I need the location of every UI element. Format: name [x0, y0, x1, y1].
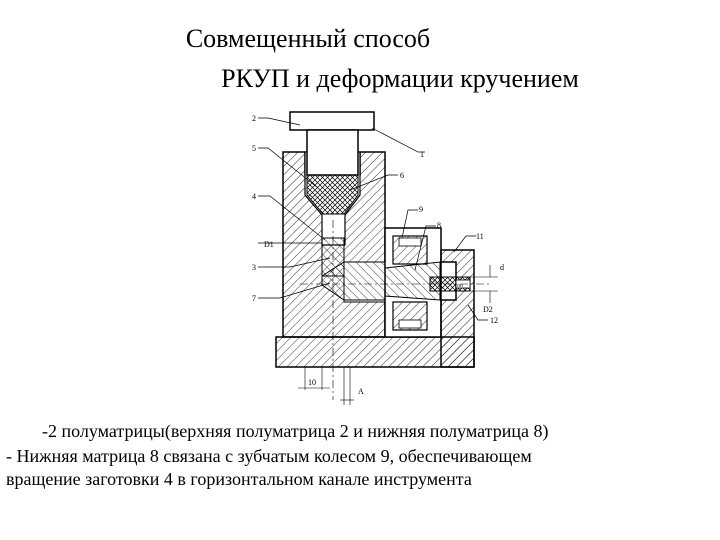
label-8: 8: [437, 221, 441, 230]
caption-line-1: -2 полуматрицы(верхняя полуматрица 2 и нижняя полуматрица 8): [42, 421, 549, 441]
label-3: 3: [252, 263, 256, 272]
label-1: 1: [420, 150, 424, 159]
label-2: 2: [252, 114, 256, 123]
label-6: 6: [400, 171, 404, 180]
caption-line-2: - Нижняя матрица 8 связана с зубчатым колесом 9, обеспечивающем: [6, 446, 532, 466]
label-d: d: [500, 263, 504, 272]
punch-stem: [307, 130, 358, 175]
label-11: 11: [476, 232, 484, 241]
label-D2: D2: [483, 305, 493, 314]
label-7: 7: [252, 294, 256, 303]
label-D1: D1: [264, 240, 274, 249]
label-A: A: [358, 387, 364, 396]
label-9: 9: [419, 205, 423, 214]
caption-line-3: вращение заготовки 4 в горизонтальном канале инструмента: [6, 469, 472, 489]
title-line-2: РКУП и деформации кручением: [221, 64, 579, 93]
label-4: 4: [252, 192, 256, 201]
label-5: 5: [252, 144, 256, 153]
punch-head: [290, 112, 374, 130]
label-12: 12: [490, 316, 498, 325]
svg-text:oo: oo: [457, 283, 463, 289]
right-support: [441, 250, 474, 367]
title-line-1: Совмещенный способ: [185, 24, 431, 53]
label-10: 10: [308, 378, 316, 387]
